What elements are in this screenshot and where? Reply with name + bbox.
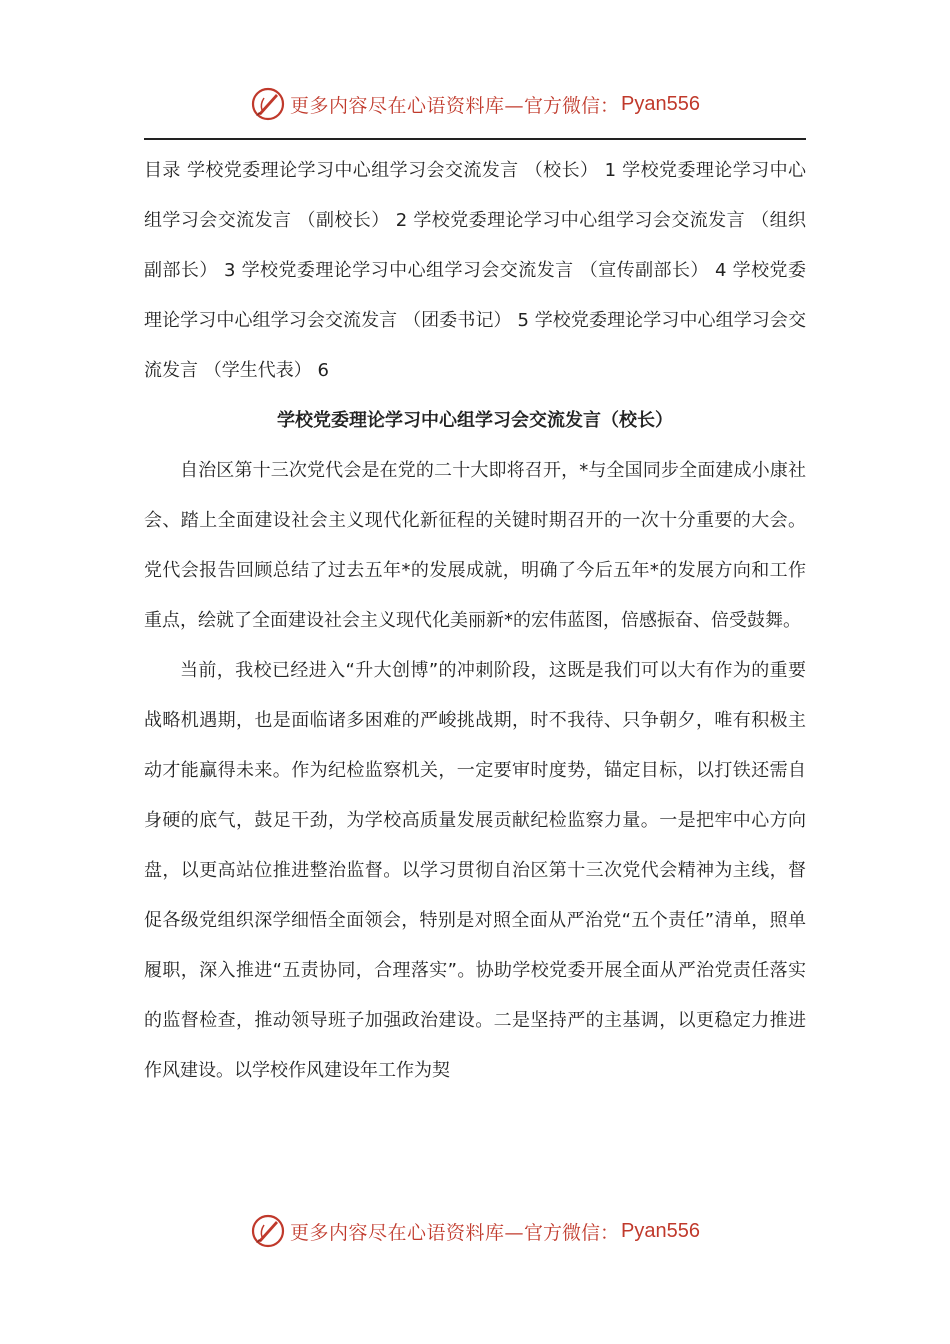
footer-brand-text: 更多内容尽在心语资料库—: [290, 1221, 525, 1244]
header-watermark: [0, 84, 950, 124]
document-body: [144, 146, 806, 1096]
footer-wechat-label: 官方微信：: [524, 1221, 620, 1244]
quill-pen-logo-icon: [250, 86, 286, 122]
paragraph-1: 自治区第十三次党代会是在党的二十大即将召开，*与全国同步全面建成小康社会、踏上全面建设社会主义现代化新征程的关键时期召开的一次十分重要的大会。党代会报告回顾总结了过去五年*的发展成就，明确了今后五年*的发展方向和工作重点，绘就了全面建设社会主义现代化美丽新*的宏伟蓝图，倍感振奋、倍受鼓舞。: [144, 460, 806, 631]
footer-watermark: [0, 1211, 950, 1251]
footer-wechat-id: Pyan556: [621, 1219, 700, 1242]
table-of-contents: 目录 学校党委理论学习中心组学习会交流发言 （校长） 1 学校党委理论学习中心组学习会交流发言 （副校长） 2 学校党委理论学习中心组学习会交流发言 （组织副部长） 3 学校党委理论学习中心组学习会交流发言 （宣传副部长） 4 学校党委理论学习中心组学习会交流发言 （团委书记） 5 学校党委理论学习中心组学习会交流发言 （学生代表） 6: [144, 160, 806, 381]
header-brand-text: 更多内容尽在心语资料库—: [290, 94, 525, 117]
article-title: 学校党委理论学习中心组学习会交流发言（校长）: [277, 410, 673, 431]
header-wechat-label: 官方微信：: [524, 94, 620, 117]
header-wechat-id: Pyan556: [621, 92, 700, 115]
quill-pen-logo-icon: [250, 1213, 286, 1249]
paragraph-2: 当前，我校已经进入“升大创博”的冲刺阶段，这既是我们可以大有作为的重要战略机遇期，也是面临诸多困难的严峻挑战期，时不我待、只争朝夕，唯有积极主动才能赢得未来。作为纪检监察机关，一定要审时度势，锚定目标，以打铁还需自身硬的底气，鼓足干劲，为学校高质量发展贡献纪检监察力量。一是把牢中心方向盘，以更高站位推进整治监督。以学习贯彻自治区第十三次党代会精神为主线，督促各级党组织深学细悟全面领会，特别是对照全面从严治党“五个责任”清单，照单履职，深入推进“五责协同，合理落实”。协助学校党委开展全面从严治党责任落实的监督检查，推动领导班子加强政治建设。二是坚持严的主基调，以更稳定力推进作风建设。以学校作风建设年工作为契: [144, 660, 806, 1081]
header-divider: [144, 138, 806, 140]
